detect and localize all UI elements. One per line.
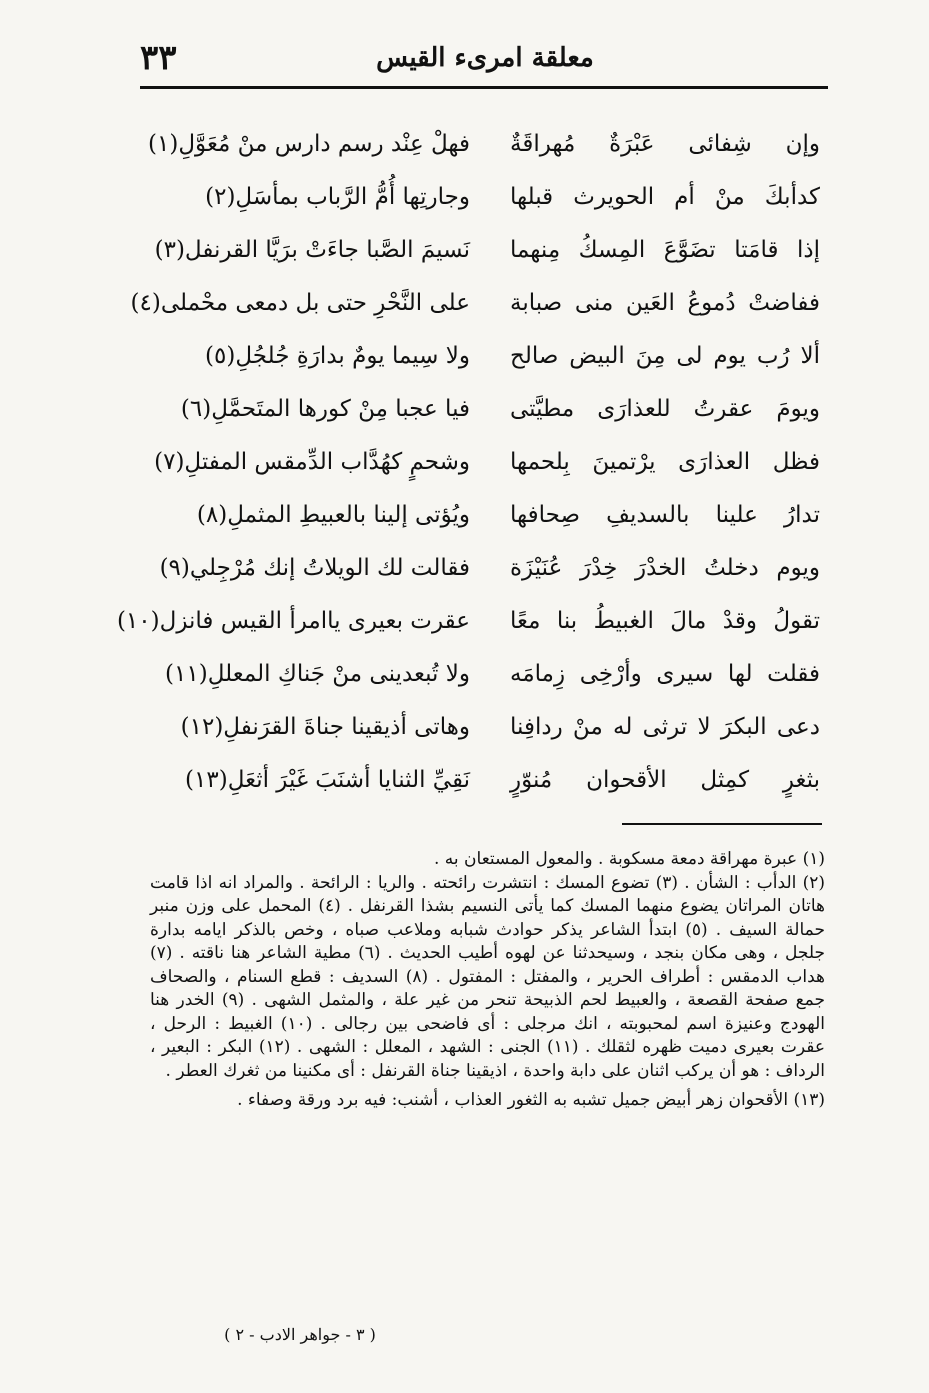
verse-second-hemistich: عقرت بعيرى ياامرأ القيس فانزل(١٠)	[116, 608, 470, 634]
verse-second-hemistich: وجارتِها أُمُّ الرَّباب بمأسَلِ(٢)	[205, 184, 470, 210]
verse-second-hemistich: على النَّحْرِ حتى بل دمعى محْملى(٤)	[130, 290, 470, 316]
verse	[140, 383, 830, 436]
page-header	[140, 30, 830, 86]
verse-first-hemistich: إذا قامَتا تضَوَّعَ المِسكُ مِنهما	[510, 237, 820, 263]
verse-first-hemistich: دعى البكرَ لا ترثى له منْ ردافِنا	[510, 714, 820, 740]
verse-second-hemistich: وهاتى أذيقينا جناةَ القرَنفلِ(١٢)	[180, 714, 470, 740]
verse-second-hemistich: فهلْ عِنْد رسم دارس منْ مُعَوَّلِ(١)	[148, 131, 470, 157]
verse	[116, 595, 830, 648]
verse-second-hemistich: وشحمٍ كهُدَّاب الدِّمقس المفتلِ(٧)	[154, 449, 470, 475]
running-title: معلقة امرىء القيس	[376, 43, 594, 73]
verse-first-hemistich: ويومَ عقرتُ للعذارَى مطيَّتى	[510, 396, 820, 422]
verse-second-hemistich: نَقِيِّ الثنايا أشنَبَ غَيْرَ أثعَلِ(١٣)	[185, 767, 470, 793]
verse	[140, 648, 830, 701]
verse-first-hemistich: وإن شِفائى عَبْرَةٌ مُهراقَةٌ	[510, 131, 820, 157]
verse	[140, 542, 830, 595]
verse	[140, 224, 830, 277]
verse-first-hemistich: ففاضتْ دُموعُ العَين منى صبابة	[510, 290, 820, 316]
verse	[140, 171, 830, 224]
verse-first-hemistich: فقلت لها سيرى وأرْخِى زِمامَه	[510, 661, 820, 687]
verse-first-hemistich: ألا رُب يوم لى مِنَ البيض صالح	[510, 343, 820, 369]
verse-second-hemistich: نَسيمَ الصَّبا جاءَتْ برَيَّا القرنفل(٣)	[154, 237, 470, 263]
verse-first-hemistich: كدأبكَ منْ أم الحويرث قبلها	[510, 184, 820, 210]
printer-signature: ( ٣ - جواهر الادب - ٢ )	[224, 1325, 376, 1344]
verse-second-hemistich: فيا عجبا مِنْ كورها المتَحمَّلِ(٦)	[180, 396, 470, 422]
page-number: ٣٣	[140, 38, 177, 78]
verse-second-hemistich: فقالت لك الويلاتُ إنك مُرْجِلي(٩)	[159, 555, 470, 581]
verse-second-hemistich: ويُؤتى إلينا بالعبيطِ المثملِ(٨)	[196, 502, 470, 528]
footnote: (١) عبرة مهراقة دمعة مسكوبة . والمعول المستعان به .	[434, 849, 825, 869]
verse-first-hemistich: ويوم دخلتُ الخدْرَ خِدْرَ عُنَيْزَة	[510, 555, 820, 581]
verse-second-hemistich: ولا تُبعدينى منْ جَناكِ المعللِ(١١)	[165, 661, 470, 687]
verse-first-hemistich: بثغرٍ كمِثل الأقحوان مُنوّرٍ	[510, 767, 820, 793]
footnote: (٢) الدأب : الشأن . (٣) تضوع المسك : انتشرت رائحته . والريا : الرائحة . والمراد انه اذا قامت هاتان المراتان يضوع منهما المسك كما يأتى النسيم بشذا القرنفل . (٤) المحمل على وزن منبر حمالة السيف . (٥) ابتدأ الشاعر يذكر حوادث شبابه وملاعب صباه ، وخص بالذكر ايامه بدارة جلجل ، وهى مكان بنجد ، وسيحدثنا عن لهوه أطيب الحديث . (٦) مطية الشاعر هنا ناقته . (٧) هداب الدمقس : أطراف الحرير ، والمفتل : المفتول . (٨) السديف : قطع السنام ، والصحاف جمع صفحة القصعة ، والعبيط لحم الذبيحة تنحر من غير علة ، والمثمل الشهى . (٩) الخدر هنا الهودج وعنيزة اسم لمحبوبته ، انك مرجلى : أى فاضحى بين رجالى . (١٠) الغبيط : الرحل ، عقرت بعيرى دميت ظهره لثقلك . (١١) الجنى : الشهد ، المعلل : الشهى . (١٢) البكر : البعير ، الرداف : هو أن يركب اثنان على دابة واحدة ، اذيقينا جناة القرنفل : أى مكنينا من ثغرك العطر .	[150, 872, 826, 1081]
verse	[140, 701, 830, 754]
header-rule	[140, 86, 828, 89]
poem	[116, 118, 830, 807]
footnote: (١٣) الأقحوان زهر أبيض جميل تشبه به الثغور العذاب ، أشنب: فيه برد ورقة وصفاء .	[237, 1090, 825, 1110]
footnote-rule	[622, 823, 822, 825]
verse	[140, 118, 830, 171]
verse-first-hemistich: تدارُ علينا بالسديفِ صِحافها	[510, 502, 820, 528]
verse	[130, 277, 830, 330]
verse	[140, 330, 830, 383]
footnotes	[150, 848, 825, 1113]
verse	[140, 436, 830, 489]
verse-first-hemistich: فظل العذارَى يرْتمينَ بِلحمها	[510, 449, 820, 475]
verse	[140, 489, 830, 542]
verse-second-hemistich: ولا سِيما يومٌ بدارَةِ جُلجُلِ(٥)	[205, 343, 470, 369]
verse	[140, 754, 830, 807]
verse-first-hemistich: تقولُ وقدْ مالَ الغبيطُ بنا معًا	[510, 608, 820, 634]
